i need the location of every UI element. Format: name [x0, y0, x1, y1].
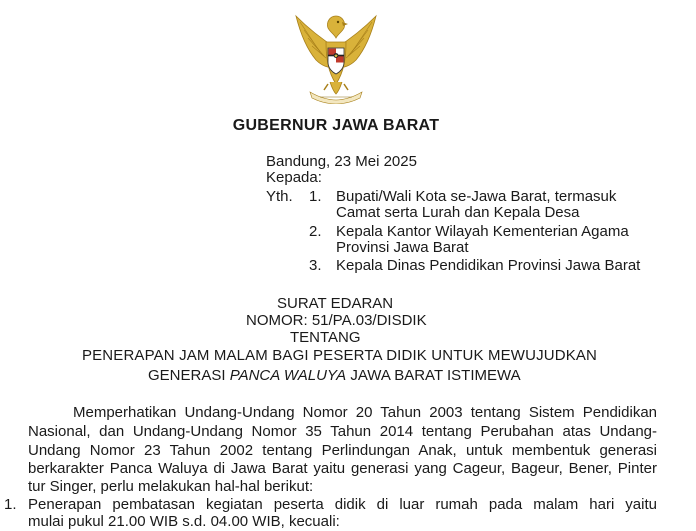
recipient-1-line1: Bupati/Wali Kota se-Jawa Barat, termasuk [336, 188, 617, 205]
paragraph-line-4: berkarakter Panca Waluya di Jawa Barat yaitu generasi yang Cageur, Bageur, Bener, Pinter [28, 460, 657, 477]
recipient-1-line2: Camat serta Lurah dan Kepala Desa [336, 204, 580, 221]
about-label: TENTANG [290, 329, 361, 346]
subject-line-2 [148, 366, 521, 385]
point-1-line2: mulai pukul 21.00 WIB s.d. 04.00 WIB, kecuali: [28, 513, 340, 530]
garuda-emblem-icon [290, 8, 382, 104]
recipient-label: Kepada: [266, 169, 322, 186]
place-date: Bandung, 23 Mei 2025 [266, 153, 417, 170]
recipient-2-line1: Kepala Kantor Wilayah Kementerian Agama [336, 223, 629, 240]
subject-line-2-italic: PANCA WALUYA [229, 367, 347, 384]
paragraph-line-1: Memperhatikan Undang-Undang Nomor 20 Tahun 2003 tentang Sistem Pendidikan [73, 404, 657, 421]
document-type: SURAT EDARAN [277, 295, 394, 312]
document-number: NOMOR: 51/PA.03/DISDIK [246, 312, 427, 329]
letter-heading [0, 117, 696, 135]
point-1-line1: Penerapan pembatasan kegiatan peserta didik di luar rumah pada malam hari yaitu [28, 496, 657, 513]
subject-line-2-post: JAWA BARAT ISTIMEWA [350, 367, 521, 384]
paragraph-line-2: Nasional, dan Undang-Undang Nomor 35 Tahun 2014 tentang Perubahan atas Undang- [28, 423, 657, 440]
recipient-1-number: 1. [309, 188, 322, 205]
recipient-3-number: 3. [309, 257, 322, 274]
paragraph-line-3: Undang Nomor 23 Tahun 2002 tentang Perlindungan Anak, untuk membentuk generasi [28, 442, 657, 459]
paragraph-line-5: tur Singer, perlu melakukan hal-hal berikut: [28, 478, 314, 495]
yth-label: Yth. [266, 188, 293, 205]
recipient-2-number: 2. [309, 223, 322, 240]
subject-line-1: PENERAPAN JAM MALAM BAGI PESERTA DIDIK UNTUK MEWUJUDKAN [82, 347, 597, 364]
recipient-2-line2: Provinsi Jawa Barat [336, 239, 469, 256]
subject-line-2-pre: GENERASI [148, 367, 226, 384]
point-1-number: 1. [4, 496, 17, 513]
heading-text: GUBERNUR JAWA BARAT [232, 117, 440, 134]
recipient-3-line1: Kepala Dinas Pendidikan Provinsi Jawa Barat [336, 257, 641, 274]
